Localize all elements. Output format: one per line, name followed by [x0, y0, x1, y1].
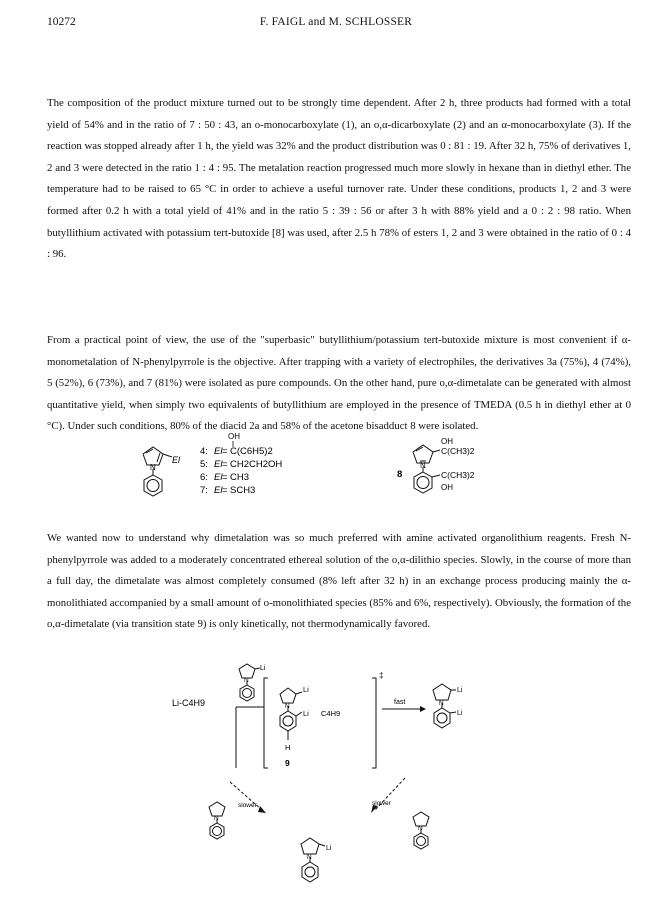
el-label: El: [172, 455, 181, 465]
slower-right-label: slower: [372, 800, 391, 807]
svg-text:C(C6H5)2: C(C6H5)2: [230, 446, 273, 457]
svg-text:=: =: [222, 472, 228, 483]
product-n: N: [439, 700, 444, 707]
svg-text:El: El: [214, 446, 223, 457]
ts-li-mid: Li: [303, 709, 309, 718]
ts-c4h9: C4H9: [321, 709, 341, 718]
ts-dagger: ‡: [379, 671, 384, 680]
scheme-exchange-process: [150, 660, 470, 892]
center-li: Li: [326, 845, 332, 852]
paragraph-3: We wanted now to understand why dimetalation was so much preferred with amine activated organolithium reagents. Fresh N-phenylpyrrole was added to a moderately concentrated ethereal solution of the o,α-dilithio species. Slowly, in the course of more than a full day, the dimetalate was almost completely consumed (8% left after 32 h) in an exchange process producing mainly the α-monolithiated accompanied by a small amount of o-monolithiated species (85% and 6%, respectively). Obviously, the formation of the o,α-dimetalate (via transition state 9) is only kinetically, not thermodynamically favored.: [47, 532, 631, 631]
ts-li-top: Li: [303, 685, 309, 694]
paragraph-2: From a practical point of view, the use of the "superbasic" butyllithium/potassium tert-butoxide mixture is most convenient if α-monometalation of N-phenylpyrrole is the objective. After trapping with a variety of electrophiles, the derivatives 3a (75%), 4 (74%), 5 (52%), 6 (73%), and 7 (81%) were isolated as pure compounds. On the other hand, pure o,α-dimetalate can be generated with almost quantitative yield, when simply two equivalents of butyllithium are employed in the presence of TMEDA (0.5 h in diethyl ether at 0 °C). Under such conditions, 80% of the diacid 2a and 58% of the acetone bisadduct 8 were isolated.: [47, 334, 631, 433]
n-label: N: [150, 463, 156, 472]
compound-8-group-bottom: C(CH3)2: [441, 470, 475, 480]
pyrrole-phenyl-structure: [143, 447, 172, 496]
svg-text:El: El: [214, 459, 223, 470]
paragraph-1: The composition of the product mixture turned out to be strongly time dependent. After 2 h, three products had formed with a total yield of 54% and in the ratio of 7 : 50 : 43, an o-monocarboxylate (1), an o,α-dicarboxylate (2) and an α-monocarboxylate (3). If the reaction was stopped already after 1 h, the yield was 32% and the product distribution was 0 : 81 : 19. After 32 h, 75% of derivatives 1, 2 and 3 were detected in the ratio 1 : 4 : 95. The metalation reaction progressed much more slowly in hexane than in diethyl ether. The temperature had to be raised to 65 °C in order to achieve a useful turnover rate. Under these conditions, products 1, 2 and 3 were formed after 0.2 h with a total yield of 41% and in the ratio 5 : 39 : 56 or after 3 h with 88% yield and a 0 : 2 : 98 ratio. When butyllithium activated with potassium tert-butoxide [8] was used, after 2.5 h 78% of esters 1, 2 and 3 were obtained in the ratio of 0 : 4 : 96.: [47, 97, 631, 261]
slower-left-label: slower: [238, 802, 257, 809]
alpha-lithio-product: [301, 838, 325, 882]
svg-text:CH3: CH3: [230, 472, 250, 483]
reagent-label: Li-C4H9: [172, 698, 206, 708]
product-li-bottom: Li: [457, 710, 463, 717]
transition-state-structure: [280, 688, 302, 740]
product-li-top: Li: [457, 687, 463, 694]
compound-8-label: 8: [397, 469, 403, 480]
entry-7: [200, 485, 255, 496]
ts-h: H: [285, 743, 291, 752]
compound-8-group-top: C(CH3)2: [441, 446, 475, 456]
ts-n: N: [285, 703, 290, 710]
right-n: N: [418, 825, 423, 832]
ts-label-9: 9: [285, 758, 290, 768]
reactant-n: N: [244, 677, 249, 684]
compound-8-oh-bottom: OH: [441, 483, 453, 492]
dilithio-product: [433, 684, 456, 728]
svg-text:SCH3: SCH3: [230, 485, 256, 496]
svg-text:=: =: [222, 459, 228, 470]
svg-text:=: =: [222, 485, 228, 496]
entry-4-oh: OH: [228, 432, 240, 441]
fast-label: fast: [394, 699, 406, 706]
compound-8-structure: [413, 445, 440, 493]
scheme-compounds-4-8: [110, 430, 550, 505]
svg-text:=: =: [222, 446, 228, 457]
svg-text:5:: 5:: [200, 459, 208, 470]
compound-8-oh-top: OH: [441, 437, 453, 446]
svg-text:CH2CH2OH: CH2CH2OH: [230, 459, 283, 470]
entry-5: [200, 459, 282, 470]
page-number: 10272: [47, 16, 76, 28]
entry-4: [200, 446, 273, 457]
svg-text:4:: 4:: [200, 446, 208, 457]
svg-text:El: El: [214, 485, 223, 496]
svg-text:El: El: [214, 472, 223, 483]
reactant-li: Li: [260, 665, 266, 672]
page-header: [47, 16, 625, 32]
svg-text:7:: 7:: [200, 485, 208, 496]
entry-6: [200, 472, 249, 483]
center-n: N: [307, 854, 312, 861]
alpha-lithio-reactant: [239, 664, 260, 701]
left-n: N: [214, 815, 219, 822]
running-title: F. FAIGL and M. SCHLOSSER: [259, 16, 413, 28]
svg-text:6:: 6:: [200, 472, 208, 483]
compound-8-n-label: N: [420, 461, 426, 470]
